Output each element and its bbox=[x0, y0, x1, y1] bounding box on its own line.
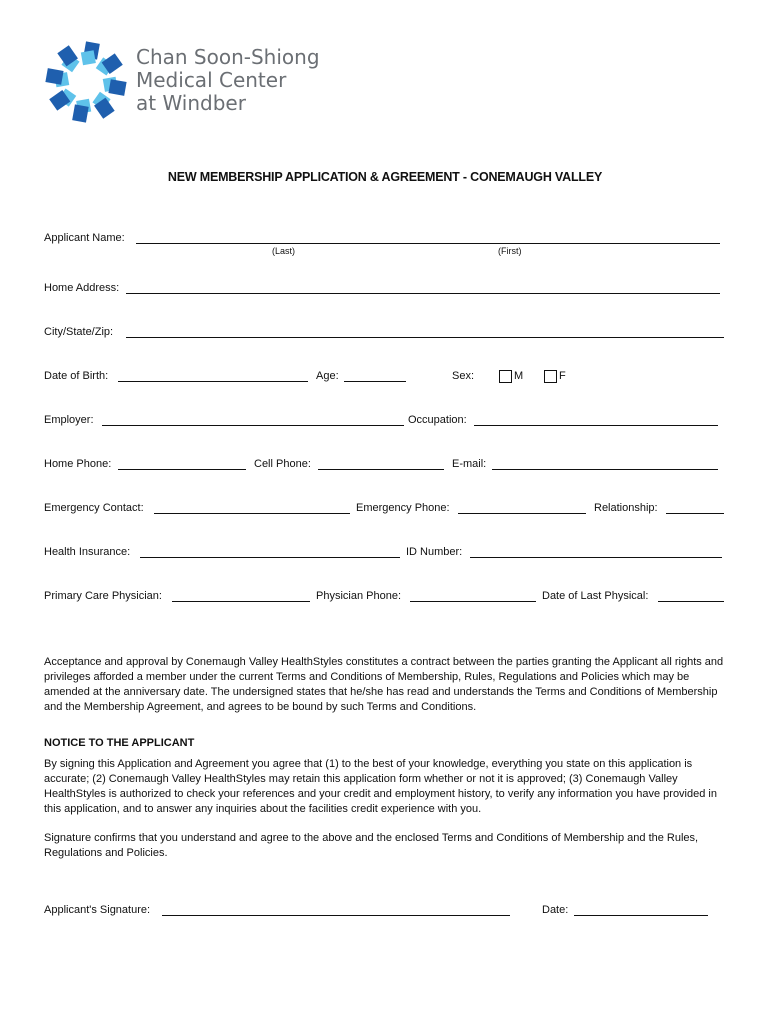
age-line[interactable] bbox=[344, 381, 406, 382]
primary-physician-line[interactable] bbox=[172, 601, 310, 602]
primary-physician-label: Primary Care Physician: bbox=[44, 590, 162, 602]
cell-phone-line[interactable] bbox=[318, 469, 444, 470]
female-label: F bbox=[559, 370, 566, 382]
cell-phone-label: Cell Phone: bbox=[254, 458, 311, 470]
employer-line[interactable] bbox=[102, 425, 404, 426]
logo bbox=[44, 40, 334, 126]
city-state-zip-label: City/State/Zip: bbox=[44, 326, 114, 338]
male-label: M bbox=[514, 370, 524, 382]
relationship-line[interactable] bbox=[666, 513, 724, 514]
date-label: Date: bbox=[542, 904, 569, 916]
notice-heading: NOTICE TO THE APPLICANT bbox=[44, 737, 195, 749]
male-checkbox[interactable] bbox=[499, 370, 512, 383]
emergency-contact-label: Emergency Contact: bbox=[44, 502, 144, 514]
applicant-name-label: Applicant Name: bbox=[44, 232, 125, 244]
date-line[interactable] bbox=[574, 915, 708, 916]
relationship-label: Relationship: bbox=[594, 502, 658, 514]
home-phone-label: Home Phone: bbox=[44, 458, 112, 470]
health-insurance-line[interactable] bbox=[140, 557, 400, 558]
physician-phone-line[interactable] bbox=[410, 601, 536, 602]
home-phone-line[interactable] bbox=[118, 469, 246, 470]
health-insurance-label: Health Insurance: bbox=[44, 546, 131, 558]
occupation-label: Occupation: bbox=[408, 414, 467, 426]
signature-label: Applicant's Signature: bbox=[44, 904, 151, 916]
first-name-caption: (First) bbox=[498, 246, 522, 256]
acceptance-paragraph: Acceptance and approval by Conemaugh Valley HealthStyles constitutes a contract between the parties granting the Applicant all rights and privileges afforded a member under the current Terms and Conditions of Membership, Rules, Regulations and Policies which may be amended at the anniversary date. The undersigned states that he/she has read and understands the Terms and Conditions of Membership and the Membership Agreement, and agrees to be bound by such Terms and Conditions. bbox=[44, 656, 724, 713]
logo-line-2: Medical Center bbox=[136, 68, 287, 92]
dob-label: Date of Birth: bbox=[44, 370, 109, 382]
email-line[interactable] bbox=[492, 469, 718, 470]
emergency-phone-line[interactable] bbox=[458, 513, 586, 514]
logo-text bbox=[136, 46, 320, 115]
last-physical-line[interactable] bbox=[658, 601, 724, 602]
emergency-contact-line[interactable] bbox=[154, 513, 350, 514]
signature-confirm-paragraph: Signature confirms that you understand and agree to the above and the enclosed Terms and Conditions of Membership and the Rules, Regulations and Policies. bbox=[44, 832, 699, 859]
logo-line-3: at Windber bbox=[136, 91, 246, 115]
occupation-line[interactable] bbox=[474, 425, 718, 426]
home-address-line[interactable] bbox=[126, 293, 720, 294]
last-name-caption: (Last) bbox=[272, 246, 296, 256]
logo-line-1: Chan Soon-Shiong bbox=[136, 45, 320, 69]
id-number-label: ID Number: bbox=[406, 546, 463, 558]
signature-line[interactable] bbox=[162, 915, 510, 916]
home-address-label: Home Address: bbox=[44, 282, 120, 294]
last-physical-label: Date of Last Physical: bbox=[542, 590, 649, 602]
page-title: NEW MEMBERSHIP APPLICATION & AGREEMENT - CONEMAUGH VALLEY bbox=[167, 170, 603, 184]
female-checkbox[interactable] bbox=[544, 370, 557, 383]
email-label: E-mail: bbox=[452, 458, 487, 470]
emergency-phone-label: Emergency Phone: bbox=[356, 502, 450, 514]
dob-line[interactable] bbox=[118, 381, 308, 382]
physician-phone-label: Physician Phone: bbox=[316, 590, 401, 602]
sex-label: Sex: bbox=[452, 370, 475, 382]
notice-paragraph: By signing this Application and Agreement you agree that (1) to the best of your knowledge, everything you state on this application is accurate; (2) Conemaugh Valley HealthStyles may retain this application form whether or not it is approved; (3) Conemaugh Valley HealthStyles is authorized to check your references and your credit and employment history, to verify any information you have provided in this application, and to answer any inquiries about the facilities credit experience with you. bbox=[44, 758, 717, 815]
medical-star-logo-icon bbox=[44, 40, 128, 124]
employer-label: Employer: bbox=[44, 414, 94, 426]
city-state-zip-line[interactable] bbox=[126, 337, 724, 338]
applicant-name-line[interactable] bbox=[136, 243, 720, 244]
age-label: Age: bbox=[316, 370, 339, 382]
id-number-line[interactable] bbox=[470, 557, 722, 558]
